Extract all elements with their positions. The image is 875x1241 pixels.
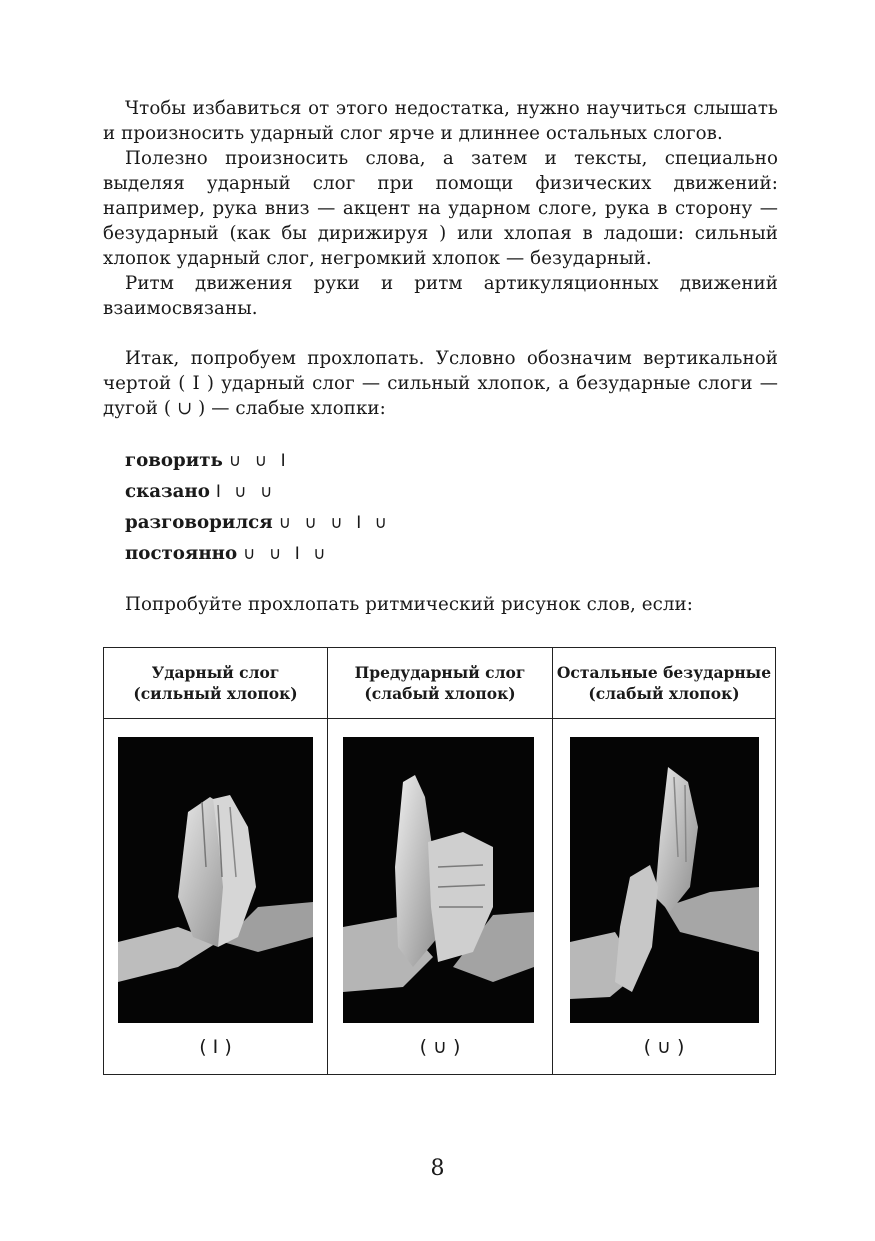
rhythm-pattern: ∪ ∪ I ∪ xyxy=(243,544,330,564)
word-example-skazano xyxy=(125,479,277,505)
rhythm-pattern: ∪ ∪ I xyxy=(228,451,290,471)
column-unstressed xyxy=(553,648,775,1074)
symbol-strong: ( I ) xyxy=(199,1036,232,1058)
column-pre-stressed xyxy=(328,648,553,1074)
paragraph-1: Чтобы избавиться от этого недостатка, нужно научиться слышать и произносить ударный слог ярче и длиннее остальных слогов. xyxy=(103,98,778,144)
paragraph-5: Попробуйте прохлопать ритмический рисунок слов, если: xyxy=(125,594,693,615)
header-title: Остальные безударные xyxy=(556,663,772,682)
example-word: постоянно xyxy=(125,543,238,564)
example-word: разговорился xyxy=(125,512,273,533)
header-subtitle: (сильный хлопок) xyxy=(133,684,298,703)
paragraph-2: Полезно произносить слова, а затем и тексты, специально выделяя ударный слог при помощи физических движений: например, рука вниз — акцент на ударном слоге, рука в сторону — безударный (как бы дирижируя ) или хлопая в ладоши: сильный хлопок ударный слог, негромкий хлопок — безударный. xyxy=(103,148,778,269)
header-title: Предударный слог xyxy=(354,663,526,682)
strong-clap-photo xyxy=(118,737,313,1023)
column-stressed xyxy=(104,648,328,1074)
example-word: сказано xyxy=(125,481,210,502)
weak-clap-photo xyxy=(343,737,534,1023)
symbol-weak-pre: ( ∪ ) xyxy=(419,1036,461,1058)
word-example-razgovorilsya xyxy=(125,510,391,536)
column-header xyxy=(328,648,552,719)
rhythm-pattern: ∪ ∪ ∪ I ∪ xyxy=(278,513,392,533)
light-clap-photo xyxy=(570,737,759,1023)
column-header xyxy=(104,648,327,719)
header-subtitle: (слабый хлопок) xyxy=(588,684,740,703)
header-subtitle: (слабый хлопок) xyxy=(364,684,516,703)
header-title: Ударный слог xyxy=(151,663,280,682)
clapping-table xyxy=(103,647,776,1075)
column-header xyxy=(553,648,775,719)
rhythm-pattern: I ∪ ∪ xyxy=(215,482,277,502)
paragraph-3: Ритм движения руки и ритм артикуляционных движений взаимосвязаны. xyxy=(103,273,778,319)
paragraph-4: Итак, попробуем прохлопать. Условно обозначим вертикальной чертой ( I ) ударный слог — сильный хлопок, а безударные слоги — дугой ( ∪ ) — слабые хлопки: xyxy=(103,348,778,419)
word-example-postoyanno xyxy=(125,541,330,567)
page-number: 8 xyxy=(430,1156,445,1181)
symbol-weak-rest: ( ∪ ) xyxy=(643,1036,685,1058)
example-word: говорить xyxy=(125,450,223,471)
word-example-govorit xyxy=(125,448,290,474)
